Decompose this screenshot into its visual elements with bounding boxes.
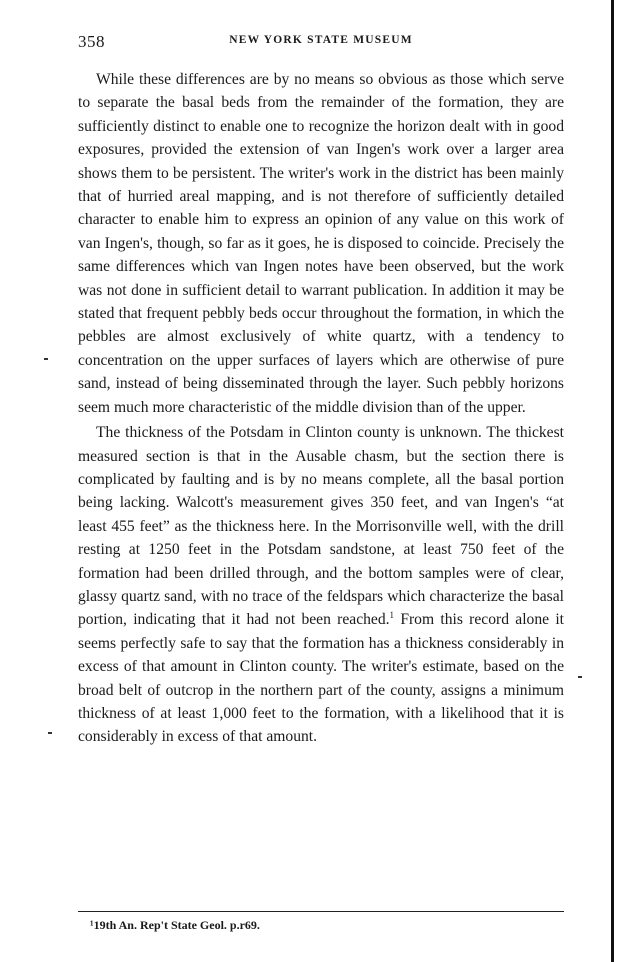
running-head: NEW YORK STATE MUSEUM [229, 34, 413, 46]
page-edge-rule [611, 0, 614, 962]
footnote-rule [78, 911, 564, 912]
footnote-reference: 1 [389, 610, 395, 621]
footnote: ¹19th An. Rep't State Geol. p.r69. [90, 918, 260, 932]
page-number: 358 [78, 32, 105, 51]
paragraph-thickness-text: The thickness of the Potsdam in Clinton county is unknown. The thickest measured section is that in the Ausable chasm, but the section there is complicated by faulting and is by no means complete, all the basal portion being lacking. Walcott's measurement gives 350 feet, and van Ingen's “at least 455 feet” as the thickness here. In the Morrisonville well, with the drill resting at 1250 feet in the Potsdam sandstone, at least 750 feet of the formation had been drilled through, and the bottom samples were of clear, glassy quartz sand, with no trace of the feldspars which characterize the basal portion, indicating that it had not been reached. [78, 424, 564, 629]
stray-mark [578, 676, 582, 678]
paragraph-thickness [78, 421, 564, 749]
body-text [78, 68, 564, 749]
page-header [78, 32, 564, 52]
paragraph-thickness-continuation: From this record alone it seems perfectly safe to say that the formation has a thickness considerably in excess of that amount in Clinton county. The writer's estimate, based on the broad belt of outcrop in the northern part of the county, assigns a minimum thickness of at least 1,000 feet to the formation, with a likelihood that it is considerably in excess of that amount. [78, 611, 564, 746]
stray-mark [48, 732, 52, 734]
stray-mark [44, 358, 48, 360]
paragraph-differences: While these differences are by no means so obvious as those which serve to separate the basal beds from the remainder of the formation, they are sufficiently distinct to enable one to recognize the horizon dealt with in good exposures, provided the extension of van Ingen's work over a larger area shows them to be persistent. The writer's work in the district has been mainly that of hurried areal mapping, and is not therefore of sufficiently detailed character to enable him to express an opinion of any value on this work of van Ingen's, though, so far as it goes, he is disposed to coincide. Precisely the same differences which van Ingen notes have been observed, but the work was not done in sufficient detail to warrant publication. In addition it may be stated that frequent pebbly beds occur throughout the formation, in which the pebbles are almost exclusively of white quartz, with a tendency to concentration on the upper surfaces of layers which are otherwise of pure sand, instead of being disseminated through the layer. Such pebbly horizons seem much more characteristic of the middle division than of the upper. [78, 71, 564, 416]
